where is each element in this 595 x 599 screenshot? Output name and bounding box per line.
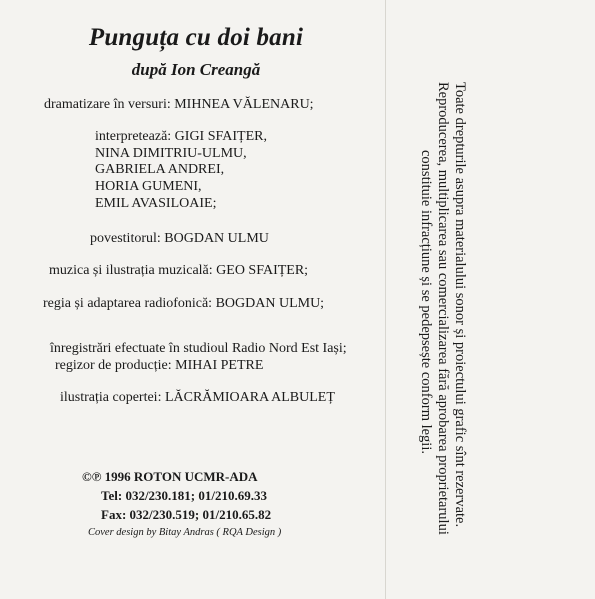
telephone-line: Tel: 032/230.181; 01/210.69.33 <box>101 488 267 503</box>
fax-line: Fax: 032/230.519; 01/210.65.82 <box>101 507 272 522</box>
performer-name: EMIL AVASILOAIE; <box>95 196 217 211</box>
music-credit: muzica și ilustrația muzicală: GEO SFAIȚER; <box>49 263 309 278</box>
album-title: Punguța cu doi bani <box>88 24 304 51</box>
fold-line <box>385 0 386 599</box>
performer-name: NINA DIMITRIU-ULMU, <box>95 146 247 161</box>
performer-name: HORIA GUMENI, <box>95 179 202 194</box>
rights-notice <box>417 82 468 535</box>
album-subtitle: după Ion Creangă <box>131 60 261 79</box>
recordings-credit: înregistrări efectuate în studioul Radio Nord Est Iași; <box>50 341 347 356</box>
direction-credit: regia și adaptarea radiofonică: BOGDAN ULMU; <box>43 296 325 311</box>
cover-design-credit: Cover design by Bitay Andras ( RQA Design ) <box>88 527 282 538</box>
rights-line: Reproducerea, multiplicarea sau comercializarea fără aprobarea proprietarului <box>435 82 451 535</box>
performer-name: GABRIELA ANDREI, <box>95 162 225 177</box>
rights-line: Toate drepturile asupra materialului sonor și proiectului grafic sînt rezervate. <box>452 82 468 528</box>
producer-credit: regizor de producție: MIHAI PETRE <box>55 358 264 373</box>
rights-line: constituie infracțiune și se pedepsește conform legii. <box>418 149 434 454</box>
narrator-credit: povestitorul: BOGDAN ULMU <box>90 231 269 246</box>
cover-illustration-credit: ilustrația copertei: LĂCRĂMIOARA ALBULEȚ <box>60 390 335 405</box>
dramatization-credit: dramatizare în versuri: MIHNEA VĂLENARU; <box>44 97 314 112</box>
copyright-line: ©℗ 1996 ROTON UCMR-ADA <box>82 469 258 484</box>
performers-credit: interpretează: GIGI SFAIȚER, <box>95 129 267 144</box>
